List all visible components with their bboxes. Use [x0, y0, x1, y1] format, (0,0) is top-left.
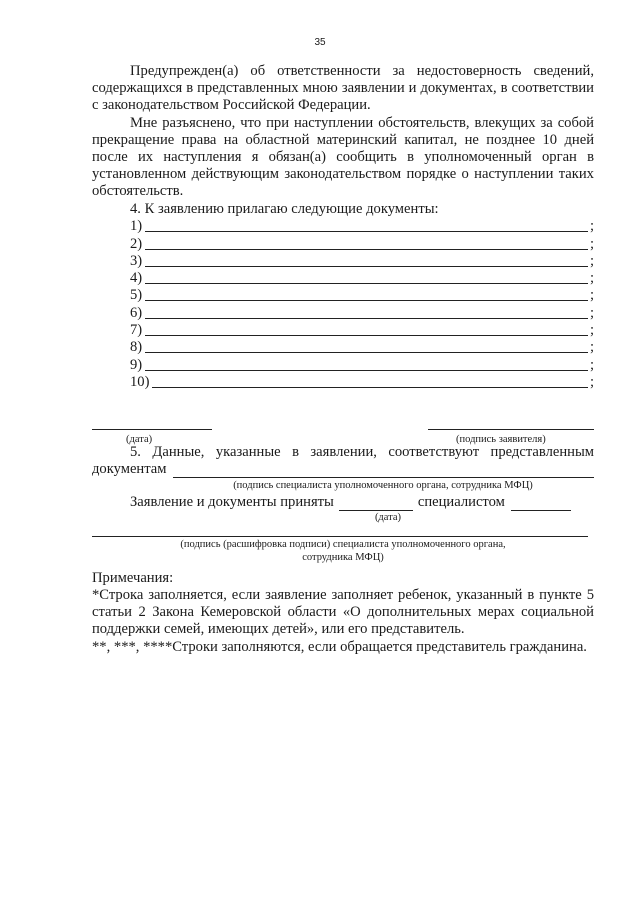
- decode-caption-1: (подпись (расшифровка подписи) специалиста уполномоченного органа,: [180, 538, 506, 550]
- document-item-6: [92, 304, 594, 321]
- document-item-number: 7): [130, 322, 143, 339]
- note-2: **, ***, ****Строки заполняются, если обращается представитель гражданина.: [92, 638, 587, 655]
- obligation-paragraph: [92, 115, 594, 200]
- accepted-date-caption: (дата): [374, 511, 402, 523]
- document-item-number: 9): [130, 356, 143, 373]
- document-item-7: [92, 322, 594, 339]
- section5-line1: 5. Данные, указанные в заявлении, соответствуют представленным: [130, 443, 594, 460]
- document-fill-line[interactable]: [145, 219, 588, 232]
- obligation-text-end: наступлении таких обстоятельств.: [92, 166, 594, 199]
- document-item-semicolon: ;: [590, 356, 595, 373]
- document-item-1: [92, 218, 594, 235]
- document-fill-line[interactable]: [145, 288, 588, 301]
- document-item-8: [92, 339, 594, 356]
- accepted-specialist-label: специалистом: [417, 493, 505, 510]
- accepted-date-line[interactable]: [339, 498, 413, 511]
- document-fill-line[interactable]: [145, 271, 588, 284]
- document-item-semicolon: ;: [590, 235, 595, 252]
- document-item-number: 5): [130, 287, 143, 304]
- specialist-signature-line[interactable]: [173, 465, 594, 478]
- document-item-number: 6): [130, 304, 143, 321]
- document-item-number: 3): [130, 252, 143, 269]
- note-1: *Строка заполняется, если заявление заполняет ребенок, указанный в пункте 5 статьи 2 Закона Кемеровской области «О дополнительных мерах социальной поддержки семей, имеющих детей», или его представитель.: [92, 586, 594, 637]
- document-item-9: [92, 356, 594, 373]
- document-fill-line[interactable]: [145, 254, 588, 267]
- document-item-semicolon: ;: [590, 218, 595, 235]
- documents-intro: 4. К заявлению прилагаю следующие документы:: [130, 201, 439, 217]
- document-item-semicolon: ;: [590, 270, 595, 287]
- document-fill-line[interactable]: [145, 358, 588, 371]
- documents-list: [92, 218, 594, 391]
- document-item-semicolon: ;: [590, 304, 595, 321]
- accepted-label: Заявление и документы приняты: [130, 493, 334, 510]
- decode-caption-2: сотрудника МФЦ): [302, 551, 384, 563]
- document-item-number: 2): [130, 235, 143, 252]
- document-item-10: [92, 374, 594, 391]
- document-item-semicolon: ;: [590, 339, 595, 356]
- specialist-signature-caption: (подпись специалиста уполномоченного органа, сотрудника МФЦ): [233, 479, 533, 491]
- document-fill-line[interactable]: [152, 375, 588, 388]
- document-item-number: 4): [130, 270, 143, 287]
- document-item-2: [92, 235, 594, 252]
- document-item-semicolon: ;: [590, 373, 595, 390]
- document-item-3: [92, 253, 594, 270]
- document-item-4: [92, 270, 594, 287]
- notes-title: Примечания:: [92, 569, 174, 586]
- section5-line2: [92, 461, 594, 478]
- document-fill-line[interactable]: [145, 306, 588, 319]
- warning-paragraph: Предупрежден(а) об ответственности за недостоверность сведений, содержащихся в представленных мною заявлении и документах, в соответствии с законодательством Российской Федерации.: [92, 63, 594, 113]
- date-line[interactable]: [92, 429, 212, 430]
- document-item-semicolon: ;: [590, 252, 595, 269]
- document-fill-line[interactable]: [145, 340, 588, 353]
- applicant-signature-line[interactable]: [428, 429, 594, 430]
- applicant-signature-caption: (подпись заявителя): [456, 433, 546, 445]
- document-fill-line[interactable]: [145, 237, 588, 250]
- decode-signature-line[interactable]: [92, 524, 588, 537]
- accepted-specialist-line[interactable]: [511, 498, 571, 511]
- date-caption: (дата): [126, 433, 153, 445]
- document-item-number: 8): [130, 339, 143, 356]
- document-item-number: 1): [130, 218, 143, 235]
- documents-word: документам: [92, 460, 167, 477]
- document-item-number: 10): [130, 373, 150, 390]
- document-item-5: [92, 287, 594, 304]
- applicant-signature-block: [92, 402, 594, 445]
- document-fill-line[interactable]: [145, 323, 588, 336]
- document-body: [92, 63, 594, 656]
- document-item-semicolon: ;: [590, 322, 595, 339]
- accepted-row: [92, 494, 594, 511]
- document-item-semicolon: ;: [590, 287, 595, 304]
- obligation-text: Мне разъяснено, что при наступлении обстоятельств, влекущих за собой прекращение права на областной материнский капитал, не позднее 10 дней после их наступления я обязан(а) сообщить в уполномоченный орган в установленном действующим законодательством порядке о: [92, 115, 594, 182]
- page-number: 35: [314, 37, 326, 48]
